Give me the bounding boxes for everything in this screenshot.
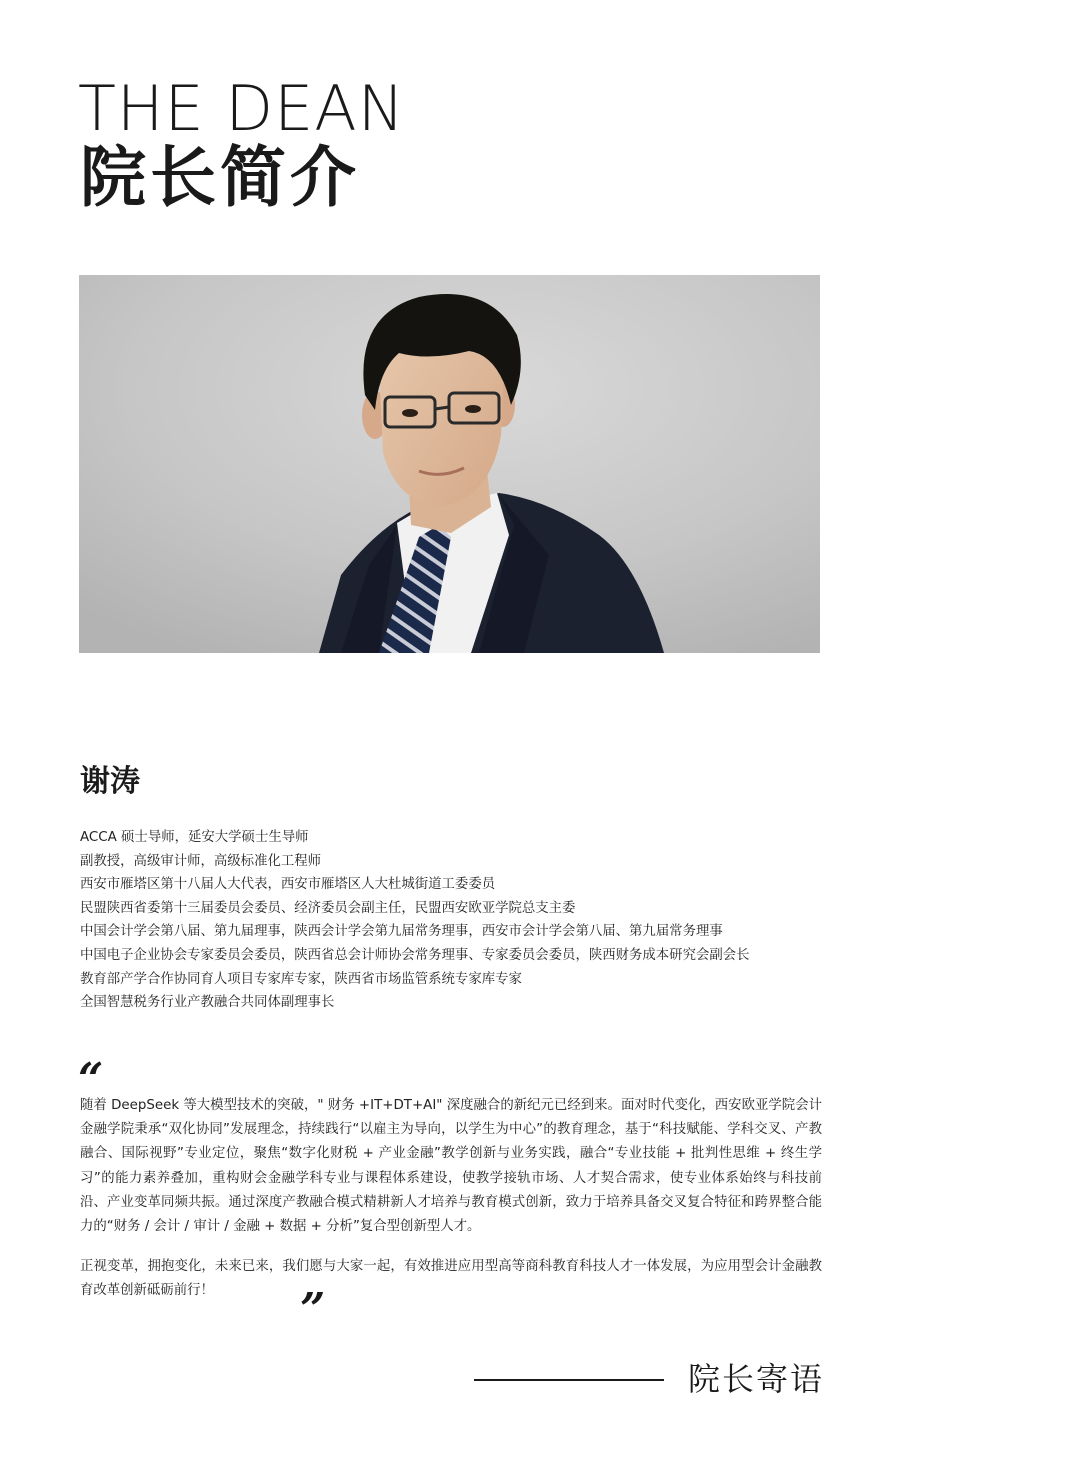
dean-portrait <box>79 275 820 653</box>
credential-item: 教育部产学合作协同育人项目专家库专家，陕西省市场监管系统专家库专家 <box>80 971 522 987</box>
credential-item: 全国智慧税务行业产教融合共同体副理事长 <box>80 995 335 1011</box>
credentials-list <box>80 826 840 1015</box>
dean-name: 谢涛 <box>80 764 140 799</box>
open-quote-mark: “ <box>78 1054 104 1105</box>
credential-item: 副教授，高级审计师，高级标准化工程师 <box>80 853 322 869</box>
credential-item: 西安市雁塔区第十八届人大代表，西安市雁塔区人大杜城街道工委委员 <box>80 877 496 893</box>
close-quote-mark: ” <box>300 1284 326 1335</box>
signature-label: 院长寄语 <box>688 1360 825 1398</box>
title-english: THE DEAN <box>78 72 406 145</box>
credential-item: ACCA 硕士导师，延安大学硕士生导师 <box>80 830 309 845</box>
credential-item: 中国电子企业协会专家委员会委员，陕西省总会计师协会常务理事、专家委员会委员，陕西财务成本研究会副会长 <box>80 947 750 963</box>
title-chinese: 院长简介 <box>80 139 360 216</box>
credential-item: 民盟陕西省委第十三届委员会委员、经济委员会副主任，民盟西安欧亚学院总支主委 <box>80 900 576 916</box>
message-paragraph: 正视变革，拥抱变化，未来已来，我们愿与大家一起，有效推进应用型高等商科教育科技人才一体发展，为应用型会计金融教育改革创新砥砺前行！ <box>80 1259 822 1299</box>
dean-message <box>80 1094 822 1320</box>
message-paragraph: 随着 DeepSeek 等大模型技术的突破，" 财务 +IT+DT+AI" 深度融合的新纪元已经到来。面对时代变化，西安欧亚学院会计金融学院秉承“双化协同”发展理念，持续践行“以雇主为导向，以学生为中心”的教育理念，基于“科技赋能、学科交叉、产教融合、国际视野”专业定位，聚焦“数字化财税 + 产业金融”教学创新与业务实践，融合“专业技能 + 批判性思维 + 终生学习”的能力素养叠加，重构财会金融学科专业与课程体系建设，使教学接轨市场、人才契合需求，使专业体系始终与科技前沿、产业变革同频共振。通过深度产教融合模式精耕新人才培养与教育模式创新，致力于培养具备交叉复合特征和跨界整合能力的“财务 / 会计 / 审计 / 金融 + 数据 + 分析”复合型创新型人才。 <box>80 1098 822 1235</box>
signature-divider <box>474 1379 664 1381</box>
credential-item: 中国会计学会第八届、第九届理事，陕西会计学会第九届常务理事，西安市会计学会第八届、第九届常务理事 <box>80 924 723 940</box>
